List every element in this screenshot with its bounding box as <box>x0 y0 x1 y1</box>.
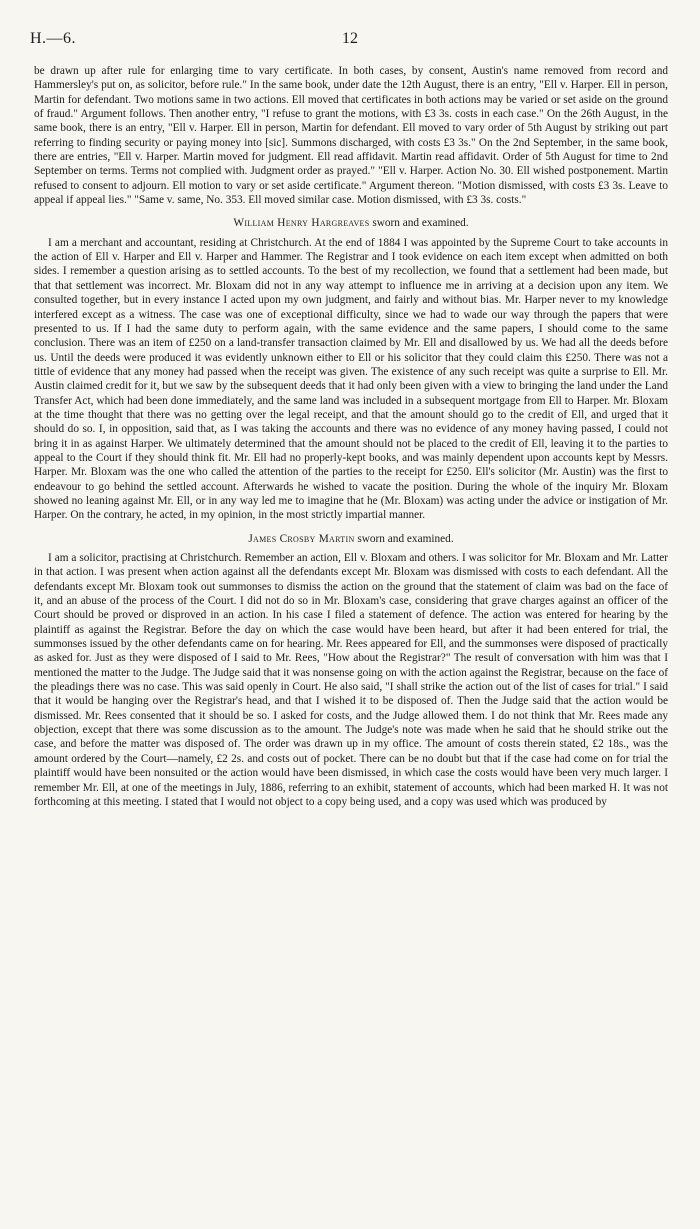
witness-name: James Crosby Martin <box>248 532 355 545</box>
document-body <box>34 64 668 809</box>
witness-heading-hargreaves <box>34 216 668 230</box>
document-reference: H.—6. <box>30 30 77 47</box>
witness-heading-suffix: sworn and examined. <box>369 217 469 230</box>
page-header <box>30 30 670 52</box>
continued-paragraph: be drawn up after rule for enlarging time to vary certificate. In both cases, by consent, Austin's name removed from record and Hammersley's put on, as solicitor, before rule." In the same book, under date the 12th August, there is an entry, "Ell v. Harper. Ell in person, Martin for defendant. Two motions same in two actions. Ell moved that certificates in both actions may be varied or set aside on the ground of fraud." Argument follows. Then another entry, "I refuse to grant the motions, with £3 3s. costs in each case." On the 26th August, in the same book, there is an entry, "Ell v. Harper. Ell in person, Martin for defendant. Ell moved to vary order of 5th August by striking out part referring to finding security or paying money into [sic]. Summons discharged, with costs £3 3s." On the 2nd September, in the same book, there are entries, "Ell v. Harper. Martin moved for judgment. Ell read affidavit. Martin read affidavit. Order of 5th August for time to 2nd September on terms. Terms not complied with. Judgment order as prayed." "Ell v. Harper. Action No. 30. Ell wished postponement. Martin refused to consent to adjourn. Ell motion to vary or set aside certificate." Argument thereon. "Motion dismissed, with costs £3 3s. Leave to appeal if appeal lies." "Same v. same, No. 353. Ell moved similar case. Motion dismissed, with £3 3s. costs." <box>34 65 668 207</box>
witness-heading-martin <box>34 532 668 546</box>
page-number: 12 <box>342 30 358 47</box>
witness-name: William Henry Hargreaves <box>233 217 370 230</box>
hargreaves-testimony: I am a merchant and accountant, residing at Christchurch. At the end of 1884 I was appointed by the Supreme Court to take accounts in the action of Ell v. Harper and Ell v. Harper and Hammer. The Registrar and I took evidence on each item except when admitted on both sides. I remember a question arising as to settled accounts. To the best of my recollection, we found that a settlement had been made, but that that settlement was incorrect. Mr. Bloxam did not in any way attempt to influence me in arriving at a decision upon any item. We consulted together, but in every instance I acted upon my own judgment, and fairly and without bias. Mr. Harper never to my knowledge interfered except as a witness. The case was one of exceptional difficulty, since we had to wade our way through the papers that were presented to us. If I had the same duty to perform again, with the same evidence and the same papers, I should come to the same conclusion. There was an item of £250 on a land-transfer transaction claimed by Mr. Ell and disallowed by us. We had all the deeds before us. Until the deeds were produced it was evidently unknown either to Ell or his solicitor that they could claim this £250. There was not a tittle of evidence that any money had passed when the receipt was given. The existence of any such receipt was quite a surprise to Ell. Mr. Austin claimed credit for it, but we saw by the subsequent deeds that it had only been given with a view to bringing the land under the Land Transfer Act, which had been done immediately, and the same land was included in a subsequent mortgage from Ell to Harper. Mr. Bloxam at the time thought that there was no getting over the legal receipt, and that the amount should go to the credit of Ell, and urged that it should do so. I, in opposition, said that, as I was taking the accounts and there was no evidence of any money having passed, I could not bring it in as against Harper. We ultimately determined that the amount should not be placed to the credit of Ell, leaving it to the parties to appeal to the Court if they should think fit. Mr. Ell had no properly-kept books, and was mainly dependent upon accounts kept by Messrs. Harper. Mr. Bloxam was the one who called the attention of the parties to the receipt for £250. Ell's solicitor (Mr. Austin) was the first to endeavour to go behind the settled account. Afterwards he wished to vacate the position. During the whole of the inquiry Mr. Bloxam showed no leaning against Mr. Ell, or in any way led me to imagine that he (Mr. Bloxam) was acting under the advice or instigation of Mr. Harper. On the contrary, he acted, in my opinion, in the most strictly impartial manner. <box>34 236 668 522</box>
martin-testimony: I am a solicitor, practising at Christchurch. Remember an action, Ell v. Bloxam and others. I was solicitor for Mr. Bloxam and Mr. Latter in that action. I was present when action against all the defendants except Mr. Bloxam was dismissed with costs to each defendant. All the defendants except Mr. Bloxam took out summonses to dismiss the action on the ground that the statement of claim was bad on the face of it, and an abuse of the process of the Court. I did not do so in Mr. Bloxam's case, considering that grave charges against an officer of the Court should be proved or disproved in an action. In his case I filed a statement of defence. The action was entered for hearing by the plaintiff as against the Registrar. Before the day on which the case would have been heard, but after it had been entered for trial, the summonses issued by the other defendants came on for hearing. Mr. Rees appeared for Ell, and the summonses were disposed of practically as asked for. Just as they were disposed of I said to Mr. Rees, "How about the Registrar?" The result of conversation with him was that I mentioned the matter to the Judge. The Judge said that it was nonsense going on with the action against the Registrar, because on the face of the pleadings there was no case. This was said openly in Court. He also said, "I shall strike the action out of the list of cases for trial." I said that it would be hanging over the Registrar's head, and that I wished it to be disposed of. Then the Judge said that the action would be dismissed. Mr. Rees consented that it should be so. I asked for costs, and the Judge allowed them. I do not think that Mr. Rees made any objection, except that there was some discussion as to the amount. The Judge's note was made when he said that he should strike out the case, and before the matter was disposed of. The order was drawn up in my office. The amount of costs therein stated, £2 18s., was the amount ordered by the Court—namely, £2 2s. and costs out of pocket. There can be no doubt but that if the case had come on for trial the plaintiff would have been nonsuited or the action would have been dismissed, in which case the costs would have been very much larger. I remember Mr. Ell, at one of the meetings in July, 1886, referring to an exhibit, statement of accounts, which had been marked H. It was not forthcoming at this meeting. I stated that I would not object to a copy being used, and a copy was used which was produced by <box>34 552 668 808</box>
witness-heading-suffix: sworn and examined. <box>354 532 454 545</box>
